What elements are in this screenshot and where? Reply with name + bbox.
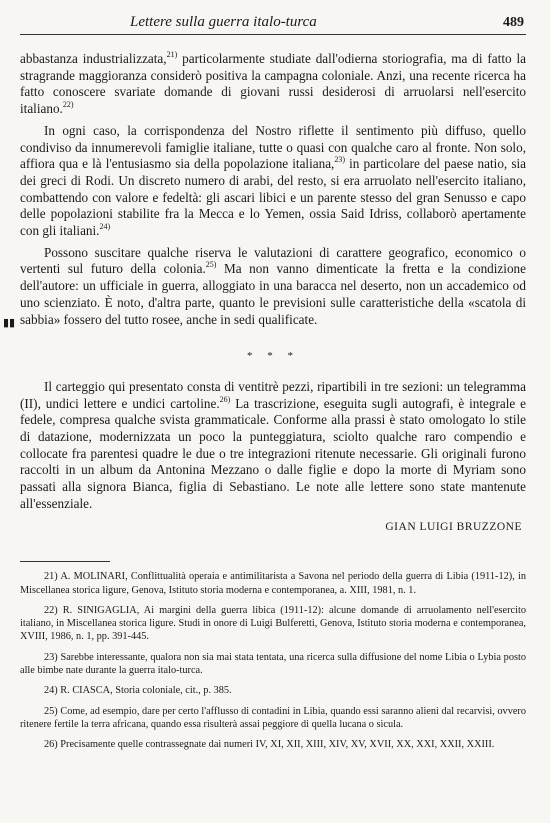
footnote-21: 21) A. MOLINARI, Conflittualità operaia e antimilitarista a Savona nel periodo della guerra di Libia (1911-12), in Miscellanea storica ligure, Genova, Istituto storia moderna e contemporanea, a. XIII, 1981, n. 1. bbox=[20, 571, 526, 596]
paragraph-2 bbox=[20, 123, 526, 240]
text-run: Ma non vanno dimenticate la fretta e la condizione dell'autore: un ufficiale in guerra, alloggiato in una baracca nel deserto, non un accademico od uno scienziato. È noto, d'altra parte, quanto le previsioni sulle caratteristiche della «scatola di sabbia» fossero del tutto rosee, anche in sedi qualificate. bbox=[20, 261, 526, 327]
footnote-ref[interactable]: 24) bbox=[99, 222, 111, 232]
section-separator: * * * bbox=[247, 350, 299, 363]
footnotes bbox=[20, 570, 526, 751]
text-run: particolarmente studiate dall'odierna storiografia, ma di fatto la stragrande maggioranza considerò positiva la campagna coloniale. Anzi, una recente ricerca ha fatto conoscere svariate domande di giovani russi desiderosi di arruolarsi nell'esercito italiano. bbox=[20, 51, 526, 117]
author-signature: GIAN LUIGI BRUZZONE bbox=[385, 520, 522, 533]
footnote-25: 25) Come, ad esempio, dare per certo l'afflusso di contadini in Libia, quando essi saranno alieni dal recarvisi, ovvero ritenere fertile la terra africana, quando essa risulterà assai peggiore di quella lucana o sicula. bbox=[20, 705, 526, 730]
footnote-ref[interactable]: 21) bbox=[166, 50, 178, 59]
paragraph-3 bbox=[20, 245, 526, 329]
text-run: Possono suscitare qualche riserva le valutazioni di carattere geografico, economico o vertenti sul futuro della colonia. bbox=[20, 244, 526, 277]
footnote-26: 26) Precisamente quelle contrassegnate dai numeri IV, XI, XII, XIII, XIV, XV, XVII, XX, XXI, XXII, XXIII. bbox=[44, 739, 495, 751]
paragraph-1 bbox=[20, 51, 526, 118]
paragraph-4 bbox=[20, 379, 526, 513]
footnote-ref[interactable]: 22) bbox=[62, 100, 74, 110]
footnote-23: 23) Sarebbe interessante, qualora non sia mai stata tentata, una ricerca sulla diffusione del nome Libia o Lybia posto alle bimbe nate durante la guerra italo-turca. bbox=[20, 651, 526, 677]
main-text bbox=[20, 51, 526, 535]
text-run: In ogni caso, la corrispondenza del Nostro riflette il sentimento più diffuso, quello condiviso da innumerevoli famiglie italiane, tutte o quasi con qualche caro al fronte. Non solo, affiora qua e là l'entusiasmo sia della popolazione italiana, bbox=[20, 122, 526, 172]
book-page bbox=[20, 14, 526, 759]
footnote-22: 22) R. SINIGAGLIA, Ai margini della guerra libica (1911-12): alcune domande di arruolamento nell'esercito italiano, in Miscellanea storica ligure. Studi in onore di Luigi Bulferetti, Genova, Istituto storia moderna e contemporanea, XVIII, 1986, n. 1, pp. 391-445. bbox=[20, 604, 526, 643]
footnote-24: 24) R. CIASCA, Storia coloniale, cit., p. 385. bbox=[44, 685, 232, 697]
running-header bbox=[20, 14, 526, 35]
footnote-ref[interactable]: 25) bbox=[205, 260, 217, 270]
page-number: 489 bbox=[503, 15, 524, 30]
text-run: in particolare del paese natio, sia dei greci di Rodi. Un discreto numero di arabi, del resto, si era arruolato nell'esercito italiano, combattendo con valore e fedeltà: gli ascari libici e un parente stesso del gran Senusso e capo delle popolazioni stabilite fra la Mecca e lo Yemen, ossia Said Idriss, collaborò apertamente con gli italiani. bbox=[20, 156, 526, 239]
margin-marks: ▮▮ bbox=[3, 317, 16, 329]
text-run: Il carteggio qui presentato consta di ventitrè pezzi, ripartibili in tre sezioni: un telegramma (II), undici lettere e undici cartoline. bbox=[20, 378, 526, 411]
text-run: abbastanza industrializzata, bbox=[20, 51, 167, 66]
text-run: La trascrizione, eseguita sugli autografi, è integrale e fedele, compresa qualche svista grammaticale. Conforme alla prassi è stato omologato lo stile di datazione, modernizzata un poco la punteggiatura, sciolto qualche raro compendio e collocate fra parentesi quadre le due o tre integrazioni ritenute necessarie. Gli originali furono raccolti in un album da Antonina Mezzano o dalle figlie e dopo la morte di Myriam sono passati alla signora Bianca, figlia di Sebastiano. Le note alle lettere sono state mantenute all'essenziale. bbox=[20, 395, 526, 511]
footnote-ref[interactable]: 23) bbox=[334, 155, 346, 165]
running-title: Lettere sulla guerra italo-turca bbox=[130, 14, 317, 30]
footnote-ref[interactable]: 26) bbox=[219, 394, 231, 404]
footnote-rule bbox=[20, 561, 110, 562]
